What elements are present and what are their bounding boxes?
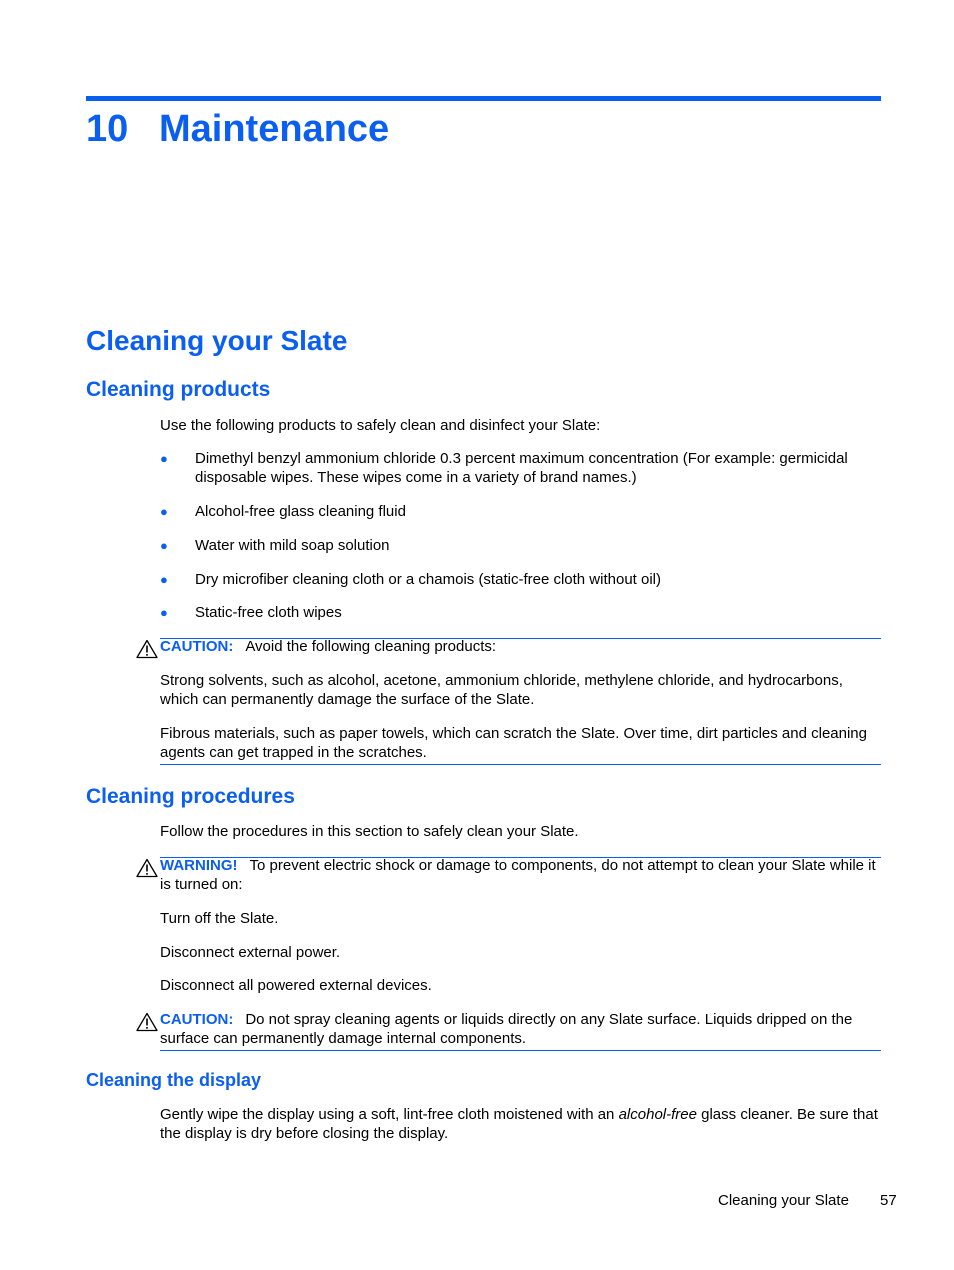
bullet-dot-icon: ● <box>160 605 168 620</box>
warning-step: Disconnect external power. <box>160 944 341 961</box>
footer-page-number: 57 <box>880 1192 897 1209</box>
caution-label: CAUTION: <box>160 638 234 655</box>
caution-note <box>160 637 881 656</box>
chapter-title: Maintenance <box>159 108 390 150</box>
cleaning-procedures-heading: Cleaning procedures <box>86 785 295 808</box>
caution-paragraph: Strong solvents, such as alcohol, acetone, ammonium chloride, methylene chloride, and hydrocarbons, which can permanently damage the surface of the Slate. <box>160 672 843 708</box>
warning-triangle-icon <box>136 639 158 659</box>
list-item-text: Alcohol-free glass cleaning fluid <box>195 503 406 520</box>
display-text-start: Gently wipe the display using a soft, lint-free cloth moistened with an <box>160 1106 619 1123</box>
warning-step: Turn off the Slate. <box>160 910 279 927</box>
footer-section-title: Cleaning your Slate <box>718 1192 849 1209</box>
list-item-text: Dry microfiber cleaning cloth or a chamois (static-free cloth without oil) <box>195 571 662 588</box>
caution-bottom-rule <box>160 1050 881 1051</box>
warning-label: WARNING! <box>160 857 238 874</box>
cleaning-products-heading: Cleaning products <box>86 378 271 401</box>
caution-text: Avoid the following cleaning products: <box>245 638 497 655</box>
bullet-dot-icon: ● <box>160 572 168 587</box>
warning-step: Disconnect all powered external devices. <box>160 977 432 994</box>
cleaning-procedures-intro: Follow the procedures in this section to safely clean your Slate. <box>160 823 579 840</box>
cleaning-products-intro: Use the following products to safely clean and disinfect your Slate: <box>160 417 601 434</box>
cleaning-display-text <box>160 1105 881 1143</box>
section-title: Cleaning your Slate <box>86 325 348 356</box>
caution-text: Do not spray cleaning agents or liquids directly on any Slate surface. Liquids dripped on the surface can permanently damage internal components. <box>160 1011 853 1047</box>
display-text-emphasis: alcohol-free <box>618 1106 697 1123</box>
chapter-rule <box>86 96 881 101</box>
caution-label: CAUTION: <box>160 1011 234 1028</box>
warning-note <box>160 856 881 894</box>
bullet-dot-icon: ● <box>160 504 168 519</box>
display-text-end: glass cleaner. Be sure that the display is dry before closing the display. <box>160 1106 878 1142</box>
list-item-text: Static-free cloth wipes <box>195 604 342 621</box>
caution-bottom-rule <box>160 764 881 765</box>
caution-paragraph: Fibrous materials, such as paper towels, which can scratch the Slate. Over time, dirt particles and cleaning agents can get trapped in the scratches. <box>160 725 867 761</box>
chapter-number: 10 <box>86 108 129 150</box>
list-item-text: Water with mild soap solution <box>195 537 390 554</box>
warning-triangle-icon <box>136 858 158 878</box>
list-item-text: Dimethyl benzyl ammonium chloride 0.3 percent maximum concentration (For example: germicidal disposable wipes. These wipes come in a variety of brand names.) <box>195 450 848 486</box>
bullet-dot-icon: ● <box>160 451 168 466</box>
bullet-dot-icon: ● <box>160 538 168 553</box>
warning-text: To prevent electric shock or damage to components, do not attempt to clean your Slate while it is turned on: <box>160 857 876 893</box>
chapter-heading <box>86 106 389 152</box>
warning-triangle-icon <box>136 1012 158 1032</box>
cleaning-display-heading: Cleaning the display <box>86 1070 262 1090</box>
caution-note <box>160 1010 881 1048</box>
